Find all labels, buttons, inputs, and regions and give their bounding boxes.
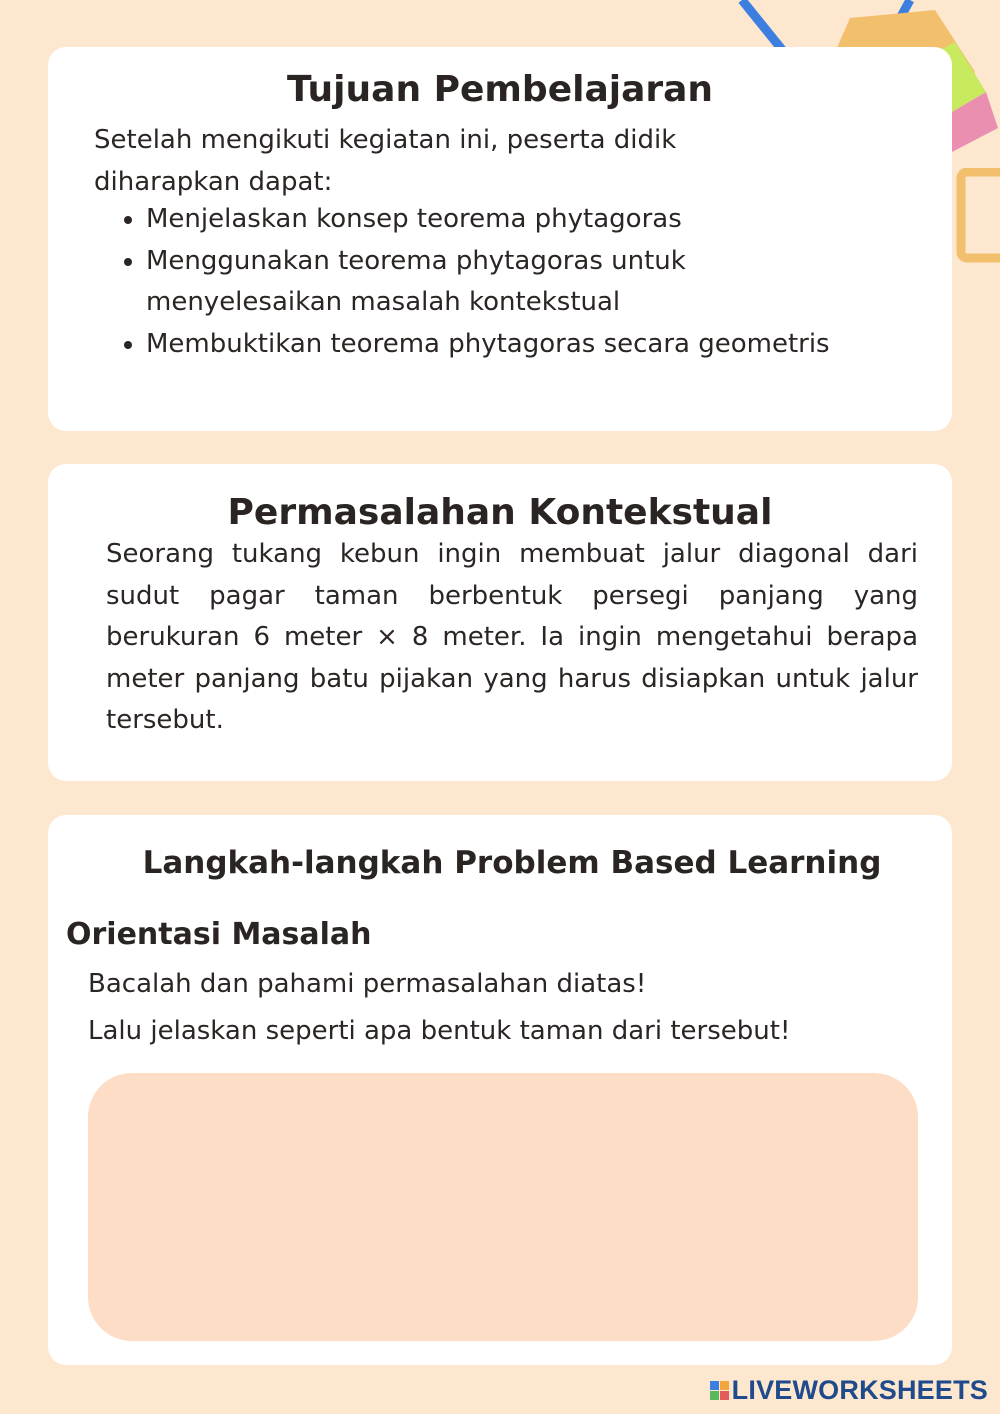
pbl-steps-card bbox=[48, 815, 952, 1365]
pbl-steps-title: Langkah-langkah Problem Based Learning bbox=[142, 845, 882, 881]
instruction-text: Bacalah dan pahami permasalahan diatas! bbox=[88, 969, 647, 999]
objective-item: • Menjelaskan konsep teorema phytagoras bbox=[146, 199, 846, 241]
instruction-text: Lalu jelaskan seperti apa bentuk taman dari tersebut! bbox=[88, 1016, 791, 1046]
contextual-problem-card bbox=[48, 464, 952, 781]
watermark-text: LIVEWORKSHEETS bbox=[731, 1375, 988, 1405]
learning-objectives-title: Tujuan Pembelajaran bbox=[286, 69, 714, 110]
liveworksheets-watermark bbox=[710, 1375, 988, 1406]
objective-item: • Menggunakan teorema phytagoras untuk menyelesaikan masalah kontekstual bbox=[146, 241, 846, 324]
contextual-problem-title: Permasalahan Kontekstual bbox=[227, 492, 773, 533]
contextual-problem-text: Seorang tukang kebun ingin membuat jalur diagonal dari sudut pagar taman berbentuk persegi panjang yang berukuran 6 meter × 8 meter. Ia ingin mengetahui berapa meter panjang batu pijakan yang harus disiapkan untuk jalur tersebut. bbox=[106, 539, 918, 735]
orientation-subheading: Orientasi Masalah bbox=[66, 917, 372, 952]
learning-objectives-card bbox=[48, 47, 952, 431]
answer-input-box[interactable] bbox=[88, 1073, 918, 1341]
liveworksheets-logo-icon bbox=[710, 1381, 729, 1400]
learning-objectives-list bbox=[94, 199, 846, 365]
square-outline-decoration bbox=[955, 168, 1000, 263]
learning-objectives-intro: Setelah mengikuti kegiatan ini, peserta didik diharapkan dapat: bbox=[94, 125, 677, 197]
objective-item: • Membuktikan teorema phytagoras secara geometris bbox=[146, 324, 846, 366]
